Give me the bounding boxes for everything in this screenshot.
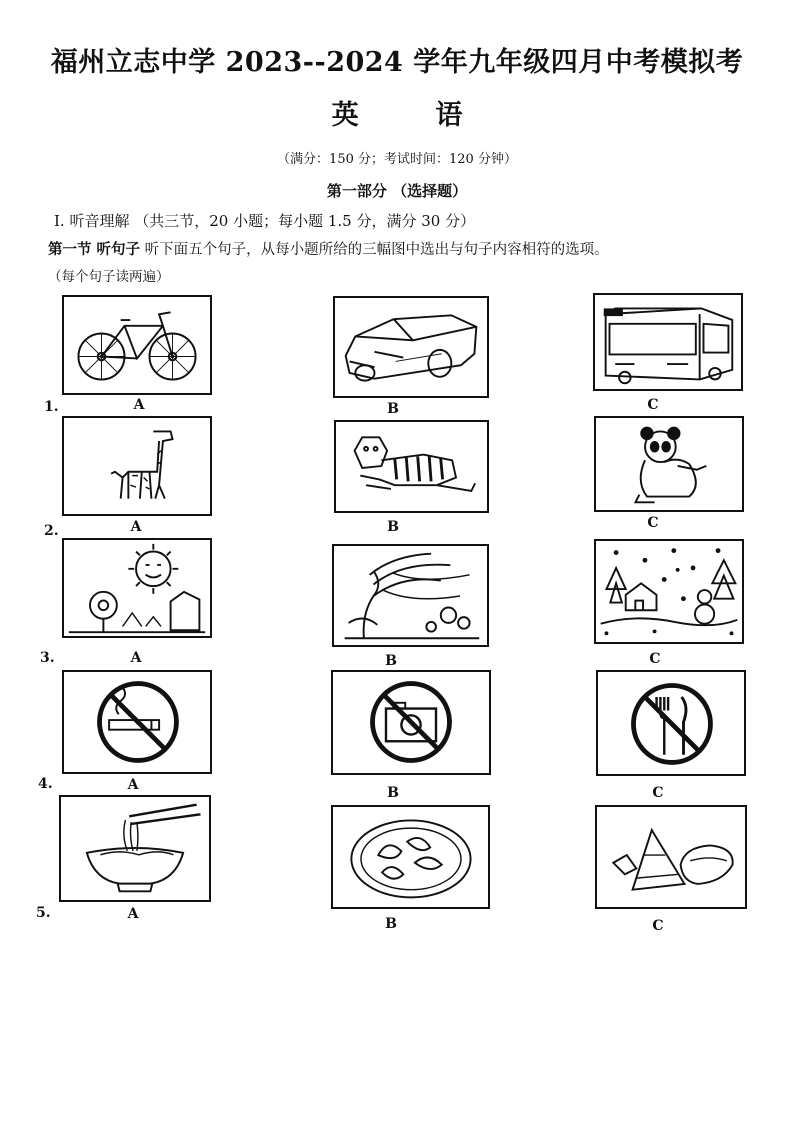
q5-option-a-picture — [59, 795, 211, 902]
no-smoking-icon — [64, 672, 210, 772]
q2-option-b-label[interactable]: B — [387, 519, 399, 535]
no-eating-icon — [598, 672, 744, 774]
q5-option-c-picture — [595, 805, 747, 909]
exam-meta: （满分：150 分；考试时间：120 分钟） — [277, 152, 517, 167]
q2-number: 2. — [44, 523, 59, 539]
part-heading: 第一部分 （选择题） — [326, 182, 468, 200]
q3-number: 3. — [40, 650, 55, 666]
q5-option-c-label[interactable]: C — [652, 918, 664, 934]
q3-option-b-picture — [332, 544, 489, 647]
q4-number: 4. — [38, 776, 53, 792]
q3-option-c-label[interactable]: C — [649, 651, 661, 667]
subject-title — [0, 93, 794, 132]
q1-option-a-picture — [62, 295, 212, 395]
reading-note: （每个句子读两遍） — [48, 269, 170, 285]
section-heading: Ⅰ. 听音理解 （共三节，20 小题；每小题 1.5 分，满分 30 分） — [54, 212, 476, 230]
q4-option-b-picture — [331, 670, 491, 775]
q4-option-c-label[interactable]: C — [652, 785, 664, 801]
q5-option-a-label[interactable]: A — [127, 906, 139, 922]
bicycle-icon — [64, 297, 210, 393]
tiger-icon — [336, 422, 487, 511]
q2-option-a-picture — [62, 416, 212, 516]
q1-number: 1. — [44, 399, 59, 415]
subsection-instructions — [48, 238, 609, 259]
q3-option-b-label[interactable]: B — [385, 653, 397, 669]
car-icon — [335, 298, 487, 396]
subsection-text: 听下面五个句子，从每小题所给的三幅图中选出与句子内容相符的选项。 — [140, 242, 609, 258]
q2-option-a-label[interactable]: A — [130, 519, 142, 535]
q3-option-a-label[interactable]: A — [130, 650, 142, 666]
windy-icon — [334, 546, 487, 645]
q4-option-a-picture — [62, 670, 212, 774]
q1-option-c-label[interactable]: C — [647, 397, 659, 413]
q4-option-a-label[interactable]: A — [127, 777, 139, 793]
subject-char-1: 英 — [331, 100, 359, 131]
exam-title: 福州立志中学 2023--2024 学年九年级四月中考模拟考 — [50, 47, 744, 78]
q1-option-b-picture — [333, 296, 489, 398]
q5-option-b-picture — [331, 805, 490, 909]
q2-option-b-picture — [334, 420, 489, 513]
q5-option-b-label[interactable]: B — [385, 916, 397, 932]
q3-option-a-picture — [62, 538, 212, 638]
q2-option-c-picture — [594, 416, 744, 512]
dumplings-icon — [333, 807, 488, 907]
q5-number: 5. — [36, 905, 51, 921]
q3-option-c-picture — [594, 539, 744, 644]
noodles-icon — [61, 797, 209, 900]
q1-option-a-label[interactable]: A — [133, 397, 145, 413]
zongzi-icon — [597, 807, 745, 907]
no-photos-icon — [333, 672, 489, 773]
q2-option-c-label[interactable]: C — [647, 515, 659, 531]
sunny-icon — [64, 540, 210, 636]
panda-icon — [596, 418, 742, 510]
subsection-prefix: 第一节 听句子 — [48, 241, 141, 258]
q4-option-c-picture — [596, 670, 746, 776]
q1-option-b-label[interactable]: B — [387, 401, 399, 417]
giraffe-icon — [64, 418, 210, 514]
q4-option-b-label[interactable]: B — [387, 785, 399, 801]
subject-char-2: 语 — [435, 100, 463, 131]
snowy-icon — [596, 541, 742, 642]
q1-option-c-picture — [593, 293, 743, 391]
bus-icon — [595, 295, 741, 389]
